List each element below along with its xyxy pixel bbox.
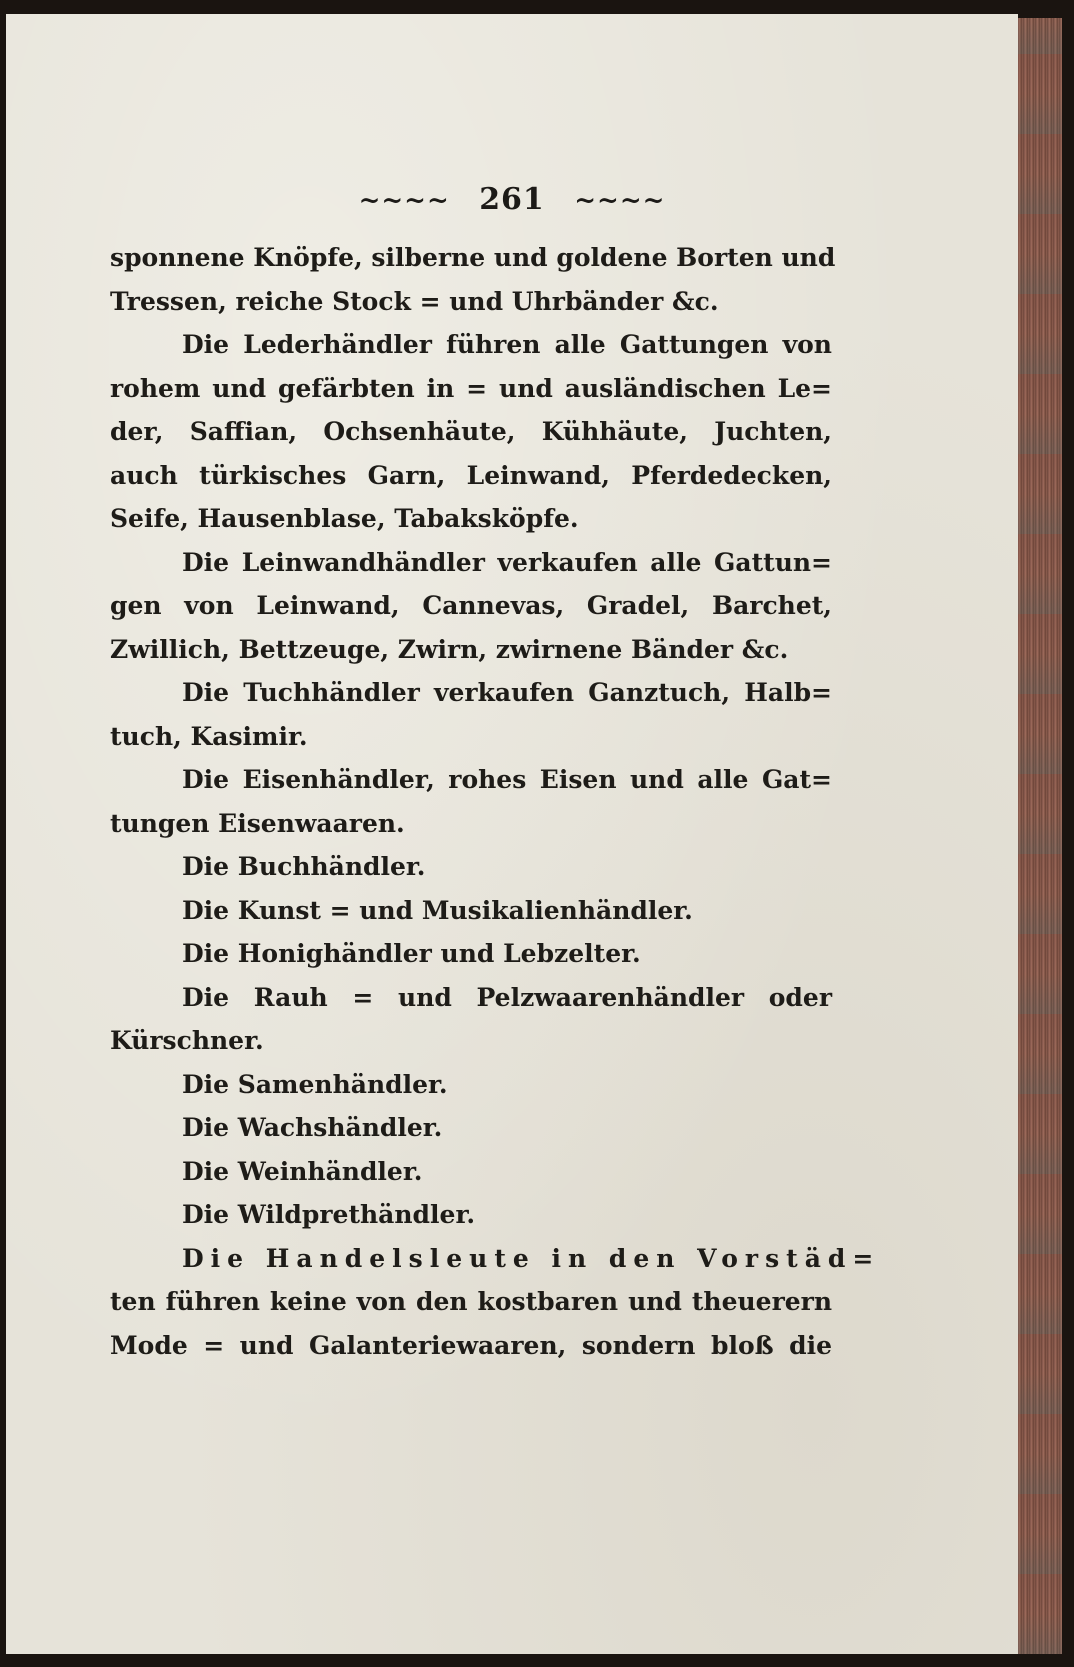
text-line: gen von Leinwand, Cannevas, Gradel, Barchet,	[110, 591, 832, 620]
text-line: rohem und gefärbten in = und ausländischen Le=	[110, 373, 832, 403]
header-ornament-left: ~~~~	[358, 186, 450, 216]
book-fore-edge	[1018, 18, 1062, 1654]
text-line: Die Kunst = und Musikalienhändler.	[182, 895, 693, 925]
text-line: ten führen keine von den kostbaren und theuerern	[110, 1287, 832, 1316]
text-line: tungen Eisenwaaren.	[110, 808, 405, 838]
text-line: Die Lederhändler führen alle Gattungen von	[182, 330, 832, 359]
page-sheet	[6, 14, 1018, 1654]
text-line: Die Rauh = und Pelzwaarenhändler oder	[182, 982, 832, 1012]
text-line: Die Wildprethändler.	[182, 1200, 476, 1229]
text-line: tuch, Kasimir.	[110, 721, 308, 751]
text-line: Die Eisenhändler, rohes Eisen und alle Gat=	[182, 765, 832, 794]
text-line: Mode = und Galanteriewaaren, sondern bloß die	[110, 1330, 832, 1360]
text-line: Kürschner.	[110, 1026, 264, 1055]
body-text	[110, 236, 881, 1367]
text-line: Die Leinwandhändler verkaufen alle Gattun=	[182, 547, 832, 577]
page-number: 261	[479, 182, 545, 217]
text-line: Zwillich, Bettzeuge, Zwirn, zwirnene Bänder &c.	[110, 634, 789, 664]
text-line: Die Wachshändler.	[182, 1113, 443, 1142]
text-line: Die Handelsleute in den Vorstäd=	[182, 1243, 881, 1273]
text-line: sponnene Knöpfe, silberne und goldene Borten und	[110, 243, 836, 272]
text-line: Die Honighändler und Lebzelter.	[182, 939, 641, 968]
text-line: Die Samenhändler.	[182, 1069, 448, 1099]
text-line: Seife, Hausenblase, Tabaksköpfe.	[110, 504, 579, 533]
text-line: der, Saffian, Ochsenhäute, Kühhäute, Juchten,	[110, 417, 832, 446]
text-line: Die Weinhändler.	[182, 1156, 423, 1186]
text-line: Die Tuchhändler verkaufen Ganztuch, Halb=	[182, 678, 832, 707]
text-line: Tressen, reiche Stock = und Uhrbänder &c.	[110, 286, 719, 316]
text-line: Die Buchhändler.	[182, 852, 426, 881]
header-ornament-right: ~~~~	[574, 186, 666, 216]
page-header	[6, 182, 1018, 217]
text-line: auch türkisches Garn, Leinwand, Pferdedecken,	[110, 460, 832, 490]
